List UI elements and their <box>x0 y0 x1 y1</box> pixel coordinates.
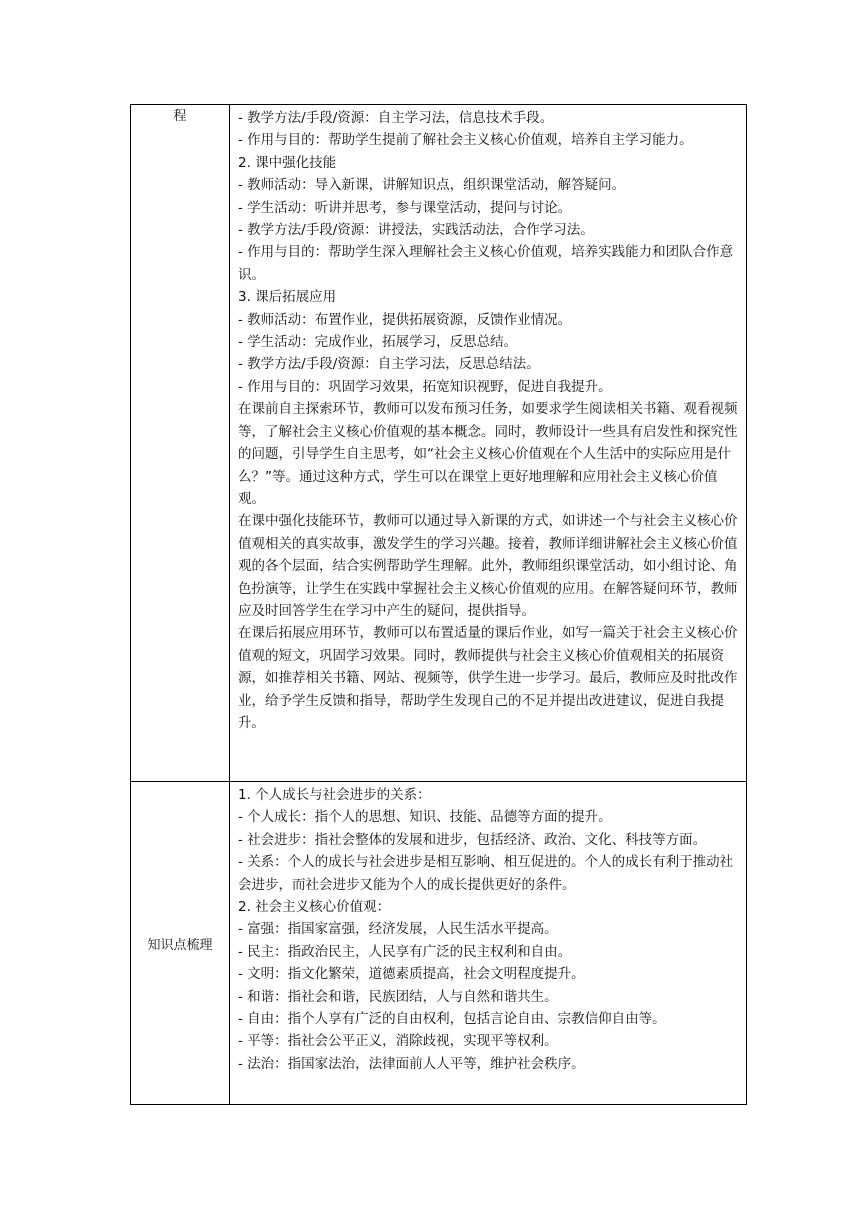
lesson-plan-table <box>130 104 747 1105</box>
content-line: - 平等：指社会公平正义，消除歧视，实现平等权利。 <box>238 1033 558 1050</box>
content-line: - 教师活动：导入新课，讲解知识点，组织课堂活动，解答疑问。 <box>238 177 626 194</box>
content-line: - 教师活动：布置作业，提供拓展资源，反馈作业情况。 <box>238 311 572 328</box>
section-heading: 2. 社会主义核心价值观： <box>238 899 391 916</box>
content-line: - 作用与目的：帮助学生提前了解社会主义核心价值观，培养自主学习能力。 <box>238 132 693 149</box>
content-line: - 富强：指国家富强，经济发展，人民生活水平提高。 <box>238 921 558 938</box>
paragraph: 在课后拓展应用环节，教师可以布置适量的课后作业，如写一篇关于社会主义核心价值观的短文，巩固学习效果。同时，教师提供与社会主义核心价值观相关的拓展资源，如推荐相关书籍、网站、视频等，供学生进一步学习。最后，教师应及时批改作业，给予学生反馈和指导，帮助学生发现自己的不足并提出改进建议，促进自我提升。 <box>238 625 738 731</box>
table-row <box>131 782 747 1105</box>
content-line: - 和谐：指社会和谐，民族团结，人与自然和谐共生。 <box>238 988 558 1005</box>
content-line: - 社会进步：指社会整体的发展和进步，包括经济、政治、文化、科技等方面。 <box>238 831 707 848</box>
content-line: - 民主：指政治民主，人民享有广泛的民主权利和自由。 <box>238 943 572 960</box>
section-heading: 1. 个人成长与社会进步的关系： <box>238 787 431 803</box>
content-line: - 关系：个人的成长与社会进步是相互影响、相互促进的。个人的成长有利于推动社会进步，而社会进步又能为个人的成长提供更好的条件。 <box>238 854 734 893</box>
content-line: - 法治：指国家法治，法律面前人人平等，维护社会秩序。 <box>238 1055 585 1072</box>
content-line: - 文明：指文化繁荣，道德素质提高，社会文明程度提升。 <box>238 966 585 983</box>
content-line: - 学生活动：听讲并思考，参与课堂活动，提问与讨论。 <box>238 199 572 216</box>
section-heading: 3. 课后拓展应用 <box>238 289 337 306</box>
content-line: - 自由：指个人享有广泛的自由权利，包括言论自由、宗教信仰自由等。 <box>238 1011 666 1028</box>
content-line: - 教学方法/手段/资源：讲授法，实践活动法，合作学习法。 <box>238 222 594 239</box>
table-row <box>131 105 747 782</box>
row-content-cell <box>230 105 747 782</box>
content-line: - 学生活动：完成作业，拓展学习，反思总结。 <box>238 334 518 351</box>
content-line: - 教学方法/手段/资源：自主学习法，信息技术手段。 <box>238 110 554 126</box>
content-line: - 教学方法/手段/资源：自主学习法，反思总结法。 <box>238 356 540 373</box>
content-line: - 个人成长：指个人的思想、知识、技能、品德等方面的提升。 <box>238 809 612 826</box>
paragraph: 在课中强化技能环节，教师可以通过导入新课的方式，如讲述一个与社会主义核心价值观相关的真实故事，激发学生的学习兴趣。接着，教师详细讲解社会主义核心价值观的各个层面，结合实例帮助学生理解。此外，教师组织课堂活动，如小组讨论、角色扮演等，让学生在实践中掌握社会主义核心价值观的应用。在解答疑问环节，教师应及时回答学生在学习中产生的疑问，提供指导。 <box>238 513 738 619</box>
paragraph: 在课前自主探索环节，教师可以发布预习任务，如要求学生阅读相关书籍、观看视频等，了解社会主义核心价值观的基本概念。同时，教师设计一些具有启发性和探究性的问题，引导学生自主思考，如“社会主义核心价值观在个人生活中的实际应用是什么？”等。通过这种方式，学生可以在课堂上更好地理解和应用社会主义核心价值观。 <box>238 401 738 507</box>
section-heading: 2. 课中强化技能 <box>238 154 337 171</box>
content-line: - 作用与目的：巩固学习效果，拓宽知识视野，促进自我提升。 <box>238 378 612 395</box>
row-label: 程 <box>173 109 187 124</box>
row-content-cell <box>230 782 747 1105</box>
row-label-cell <box>131 782 230 1105</box>
row-label: 知识点梳理 <box>147 937 213 953</box>
content-line: - 作用与目的：帮助学生深入理解社会主义核心价值观，培养实践能力和团队合作意识。 <box>238 244 734 283</box>
row-label-cell <box>131 105 230 782</box>
